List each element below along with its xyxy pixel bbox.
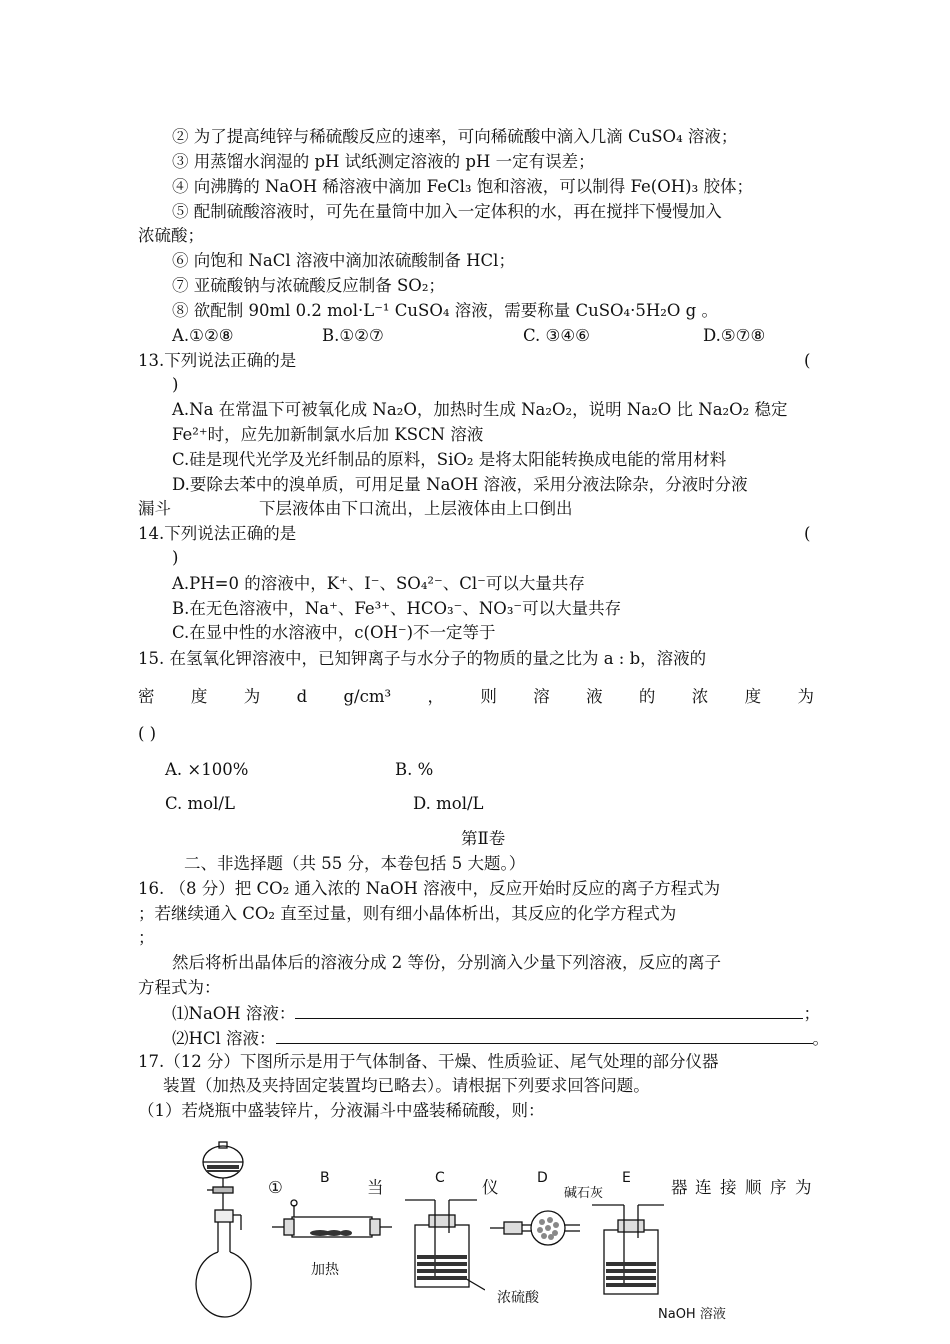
q16-sub1 bbox=[172, 1002, 820, 1025]
q13-option-d-line2b: 下层液体由下口流出，上层液体由上口倒出 bbox=[259, 499, 573, 518]
q17-fig-word: 器 bbox=[671, 1178, 688, 1197]
q15-option-d: D. mol/L bbox=[413, 794, 484, 813]
q16-sub2 bbox=[172, 1027, 829, 1050]
q15-word: g/cm³ bbox=[343, 687, 392, 706]
q16-line5: 方程式为： bbox=[138, 978, 221, 997]
q16-sub1-end: ； bbox=[803, 1004, 820, 1023]
q14-paren-close: ) bbox=[172, 548, 179, 567]
q16-line2: ；若继续通入 CO₂ 直至过量，则有细小晶体析出，其反应的化学方程式为 bbox=[138, 904, 677, 923]
apparatus-label-c: C bbox=[435, 1170, 445, 1186]
q15-option-c: C. mol/L bbox=[165, 794, 235, 813]
q15-paren: ( ) bbox=[138, 724, 157, 743]
q16-sub2-label: ⑵HCl 溶液： bbox=[172, 1029, 276, 1048]
q17-fig-word: 接 bbox=[720, 1178, 737, 1197]
q12-option-c: C. ③④⑥ bbox=[523, 326, 590, 345]
q17-fig-word: 连 bbox=[695, 1178, 712, 1197]
apparatus-a-flask-funnel bbox=[185, 1140, 265, 1330]
q15-word: 度 bbox=[744, 687, 762, 706]
q15-line1: 15. 在氢氧化钾溶液中，已知钾离子与水分子的物质的量之比为 a : b，溶液的 bbox=[138, 649, 707, 668]
q13-paren-open: ( bbox=[804, 351, 811, 370]
q17-fig-word: 仪 bbox=[482, 1178, 499, 1197]
apparatus-label-naoh: NaOH 溶液 bbox=[658, 1307, 726, 1322]
q12-statement-3: ③ 用蒸馏水润湿的 pH 试纸测定溶液的 pH 一定有误差； bbox=[172, 152, 595, 171]
q17-fig-word: 当 bbox=[367, 1178, 384, 1197]
q12-statement-6: ⑥ 向饱和 NaCl 溶液中滴加浓硫酸制备 HCl； bbox=[172, 251, 515, 270]
apparatus-c-drying-bottle bbox=[405, 1195, 485, 1295]
q15-option-a: A. ×100% bbox=[165, 760, 249, 779]
q14-stem: 14.下列说法正确的是 bbox=[138, 524, 297, 543]
q15-word: 度 bbox=[190, 687, 208, 706]
apparatus-label-d: D bbox=[537, 1170, 548, 1186]
q17-fig-word: ① bbox=[268, 1178, 283, 1197]
q16-sub1-label: ⑴NaOH 溶液： bbox=[172, 1004, 296, 1023]
q12-option-a: A.①②⑧ bbox=[172, 326, 234, 345]
q13-paren-close: ) bbox=[172, 375, 179, 394]
q12-statement-2: ② 为了提高纯锌与稀硫酸反应的速率，可向稀硫酸中滴入几滴 CuSO₄ 溶液； bbox=[172, 127, 738, 146]
q12-option-b: B.①②⑦ bbox=[322, 326, 384, 345]
q17-fig-word: 序 bbox=[770, 1178, 787, 1197]
q13-option-b: Fe²⁺时，应先加新制氯水后加 KSCN 溶液 bbox=[172, 425, 484, 444]
apparatus-label-conc-acid: 浓硫酸 bbox=[497, 1290, 539, 1306]
q17-line1: 17.（12 分）下图所示是用于气体制备、干燥、性质验证、尾气处理的部分仪器 bbox=[138, 1052, 719, 1071]
q16-line4: 然后将析出晶体后的溶液分成 2 等份，分别滴入少量下列溶液，反应的离子 bbox=[172, 953, 721, 972]
q15-word: 则 bbox=[480, 687, 497, 706]
q12-statement-7: ⑦ 亚硫酸钠与浓硫酸反应制备 SO₂； bbox=[172, 276, 445, 295]
q14-paren-open: ( bbox=[804, 524, 811, 543]
q17-fig-word: 为 bbox=[795, 1178, 812, 1197]
apparatus-label-heat: 加热 bbox=[311, 1262, 339, 1278]
q13-option-a: A.Na 在常温下可被氧化成 Na₂O，加热时生成 Na₂O₂，说明 Na₂O 比 Na₂O₂ 稳定 bbox=[172, 400, 788, 419]
q12-statement-5b: 浓硫酸； bbox=[138, 226, 204, 245]
q17-fig-word: 顺 bbox=[745, 1178, 762, 1197]
q12-statement-8: ⑧ 欲配制 90ml 0.2 mol·L⁻¹ CuSO₄ 溶液，需要称量 CuSO₄·5H₂O g 。 bbox=[172, 301, 718, 320]
q12-statement-5a: ⑤ 配制硫酸溶液时，可先在量筒中加入一定体积的水，再在搅拌下慢慢加入 bbox=[172, 202, 722, 221]
q15-word: 的 bbox=[638, 687, 656, 706]
apparatus-label-e: E bbox=[622, 1170, 631, 1186]
apparatus-label-soda-lime: 碱石灰 bbox=[564, 1186, 604, 1201]
q15-line2 bbox=[138, 686, 814, 708]
q16-sub1-answer-line[interactable] bbox=[295, 1002, 803, 1019]
apparatus-e-absorption-bottle bbox=[592, 1200, 672, 1300]
apparatus-d-drying-tube bbox=[490, 1203, 590, 1253]
q13-option-d-line1: D.要除去苯中的溴单质，可用足量 NaOH 溶液，采用分液法除杂，分液时分液 bbox=[172, 475, 748, 494]
q16-line3: ； bbox=[138, 928, 155, 947]
q15-word: 密 bbox=[138, 687, 155, 706]
q15-option-b: B. % bbox=[395, 760, 434, 779]
q13-option-c: C.硅是现代光学及光纤制品的原料，SiO₂ 是将太阳能转换成电能的常用材料 bbox=[172, 450, 727, 469]
part2-subtitle: 二、非选择题（共 55 分，本卷包括 5 大题。） bbox=[184, 854, 526, 873]
q14-option-a: A.PH=0 的溶液中，K⁺、I⁻、SO₄²⁻、Cl⁻可以大量共存 bbox=[172, 574, 585, 593]
q15-word: 为 bbox=[797, 687, 814, 706]
q15-word: 液 bbox=[586, 687, 603, 706]
q16-line1: 16. （8 分）把 CO₂ 通入浓的 NaOH 溶液中，反应开始时反应的离子方程式为 bbox=[138, 879, 721, 898]
apparatus-b-heated-tube bbox=[272, 1195, 392, 1255]
q14-option-c: C.在显中性的水溶液中，c(OH⁻)不一定等于 bbox=[172, 623, 496, 642]
apparatus-label-b: B bbox=[320, 1170, 330, 1186]
q17-line2: 装置（加热及夹持固定装置均已略去）。请根据下列要求回答问题。 bbox=[163, 1076, 650, 1095]
q12-option-d: D.⑤⑦⑧ bbox=[703, 326, 766, 345]
q13-stem: 13.下列说法正确的是 bbox=[138, 351, 297, 370]
q14-option-b: B.在无色溶液中，Na⁺、Fe³⁺、HCO₃⁻、NO₃⁻可以大量共存 bbox=[172, 599, 622, 618]
q15-word: 溶 bbox=[533, 687, 550, 706]
q13-option-d-line2a: 漏斗 bbox=[138, 499, 171, 518]
part2-title: 第Ⅱ卷 bbox=[461, 829, 506, 848]
q15-word: 浓 bbox=[691, 687, 709, 706]
q15-word: d bbox=[296, 687, 308, 706]
q16-sub2-answer-line[interactable] bbox=[276, 1027, 813, 1044]
q15-word: ， bbox=[427, 687, 444, 706]
q15-word: 为 bbox=[243, 687, 261, 706]
q12-statement-4: ④ 向沸腾的 NaOH 稀溶液中滴加 FeCl₃ 饱和溶液，可以制得 Fe(OH)₃ 胶体； bbox=[172, 177, 753, 196]
q16-sub2-end: 。 bbox=[812, 1029, 830, 1048]
q17-line3: （1）若烧瓶中盛装锌片，分液漏斗中盛装稀硫酸，则： bbox=[138, 1101, 545, 1120]
